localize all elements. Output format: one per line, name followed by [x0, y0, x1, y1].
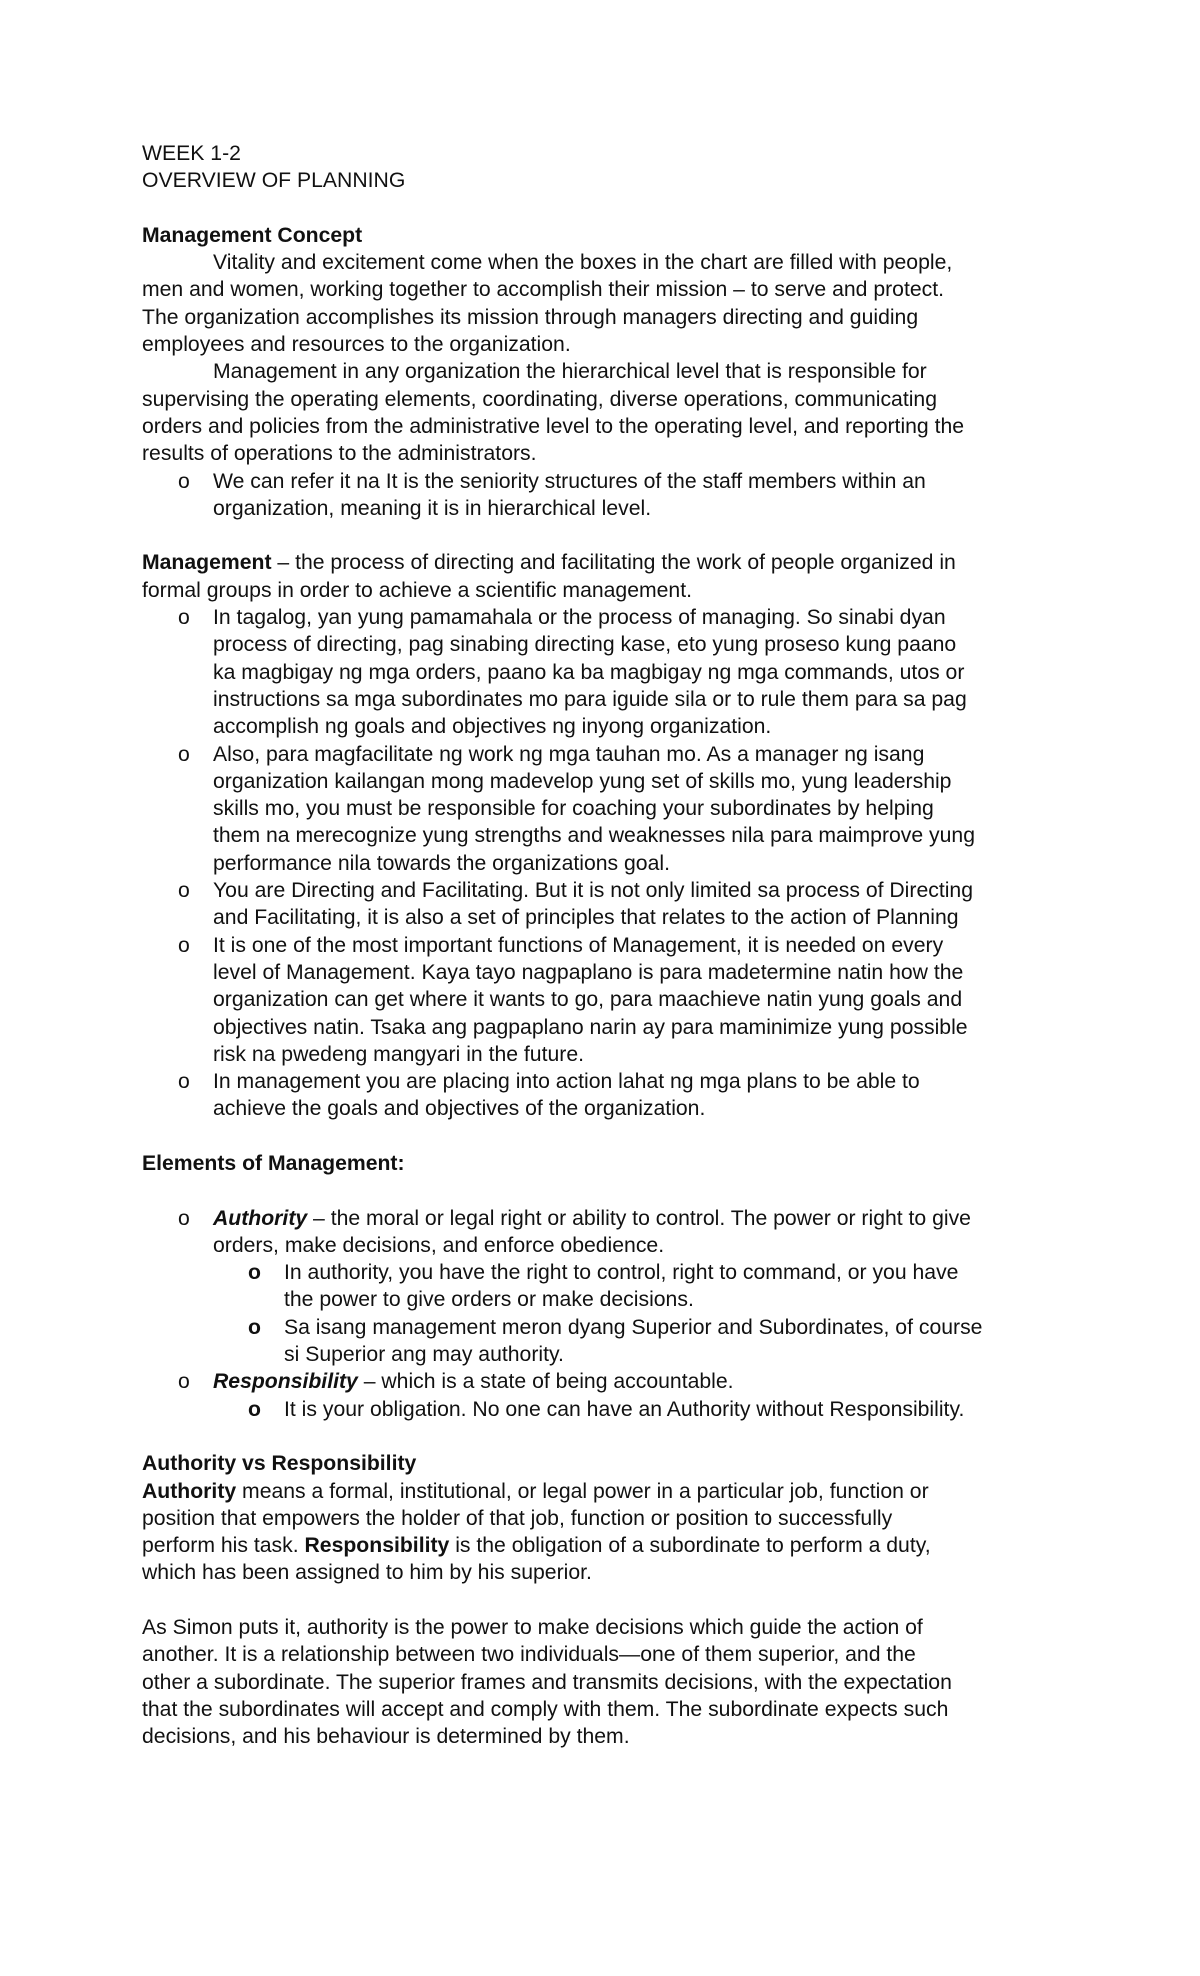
bullet-marker: o	[178, 606, 190, 630]
management-concept-paragraph-2	[142, 358, 1072, 467]
paragraph-text: means a formal, institutional, or legal power in a particular job, function or	[236, 1479, 929, 1503]
sub-bullet-marker: o	[248, 1397, 261, 1421]
paragraph-line: which has been assigned to him by his superior.	[142, 1561, 592, 1585]
sub-list-item	[142, 1396, 1072, 1423]
paragraph-line: decisions, and his behaviour is determined by them.	[142, 1725, 630, 1749]
list-item-line: organization can get where it wants to go, para maachieve natin yung goals and	[213, 988, 963, 1012]
list-item-line: In management you are placing into action lahat ng mga plans to be able to	[213, 1070, 920, 1094]
simon-paragraph	[142, 1614, 1072, 1750]
paragraph-line: Management in any organization the hierarchical level that is responsible for	[213, 360, 927, 384]
list-item-line: accomplish ng goals and objectives ng inyong organization.	[213, 715, 772, 739]
management-concept-paragraph-1	[142, 249, 1072, 358]
list-item-line: instructions sa mga subordinates mo para iguide sila or to rule them para sa pag	[213, 687, 967, 711]
sub-bullet-marker: o	[248, 1261, 261, 1285]
document-title: OVERVIEW OF PLANNING	[142, 169, 406, 193]
paragraph-line: supervising the operating elements, coordinating, diverse operations, communicating	[142, 387, 937, 411]
paragraph-text: perform his task.	[142, 1534, 305, 1558]
list-item-authority	[142, 1205, 1072, 1260]
list-item-line: si Superior ang may authority.	[284, 1343, 564, 1367]
list-item	[142, 1068, 1072, 1123]
responsibility-term: Responsibility	[304, 1534, 450, 1558]
list-item-line: risk na pwedeng mangyari in the future.	[213, 1042, 584, 1066]
list-item-line: In authority, you have the right to control, right to command, or you have	[284, 1261, 959, 1285]
list-item-line: level of Management. Kaya tayo nagpaplano is para madetermine natin how the	[213, 960, 964, 984]
management-definition-cont: formal groups in order to achieve a scientific management.	[142, 578, 692, 602]
list-item-line: organization kailangan mong madevelop yung set of skills mo, yung leadership	[213, 769, 952, 793]
paragraph-line: As Simon puts it, authority is the power to make decisions which guide the action of	[142, 1616, 923, 1640]
authority-term: Authority	[142, 1479, 237, 1503]
list-item-line: In tagalog, yan yung pamamahala or the process of managing. So sinabi dyan	[213, 606, 946, 630]
list-item	[142, 741, 1072, 877]
responsibility-term: Responsibility	[213, 1370, 358, 1394]
bullet-marker: o	[178, 879, 190, 903]
paragraph-line: men and women, working together to accomplish their mission – to serve and protect.	[142, 278, 944, 302]
authority-vs-responsibility-heading: Authority vs Responsibility	[142, 1452, 417, 1476]
list-item-line: them na merecognize yung strengths and weaknesses nila para maimprove yung	[213, 824, 975, 848]
authority-term: Authority	[213, 1206, 308, 1230]
list-item-line: skills mo, you must be responsible for coaching your subordinates by helping	[213, 797, 934, 821]
paragraph-line: other a subordinate. The superior frames and transmits decisions, with the expectation	[142, 1670, 952, 1694]
list-item-responsibility	[142, 1368, 1072, 1395]
sub-list-item	[142, 1259, 1072, 1314]
paragraph-line: results of operations to the administrators.	[142, 442, 537, 466]
paragraph-line: position that empowers the holder of that job, function or position to successfully	[142, 1506, 893, 1530]
list-item-line: the power to give orders or make decisions.	[284, 1288, 694, 1312]
list-item-line: achieve the goals and objectives of the organization.	[213, 1097, 706, 1121]
management-term: Management	[142, 551, 272, 575]
list-item-line: and Facilitating, it is also a set of principles that relates to the action of Planning	[213, 906, 959, 930]
sub-bullet-marker: o	[248, 1315, 261, 1339]
list-item-line: You are Directing and Facilitating. But it is not only limited sa process of Directing	[213, 879, 973, 903]
list-item-line: ka magbigay ng mga orders, paano ka ba magbigay ng mga commands, utos or	[213, 660, 965, 684]
bullet-marker: o	[178, 469, 190, 493]
list-item	[142, 932, 1072, 1068]
bullet-marker: o	[178, 1206, 190, 1230]
management-definition	[142, 549, 1072, 576]
list-item-line: Sa isang management meron dyang Superior and Subordinates, of course	[284, 1315, 983, 1339]
list-item	[142, 468, 1072, 523]
bullet-marker: o	[178, 933, 190, 957]
list-item-line: orders, make decisions, and enforce obedience.	[213, 1233, 665, 1257]
paragraph-line: orders and policies from the administrative level to the operating level, and reporting the	[142, 414, 965, 438]
bullet-marker: o	[178, 1370, 190, 1394]
list-item-line: It is one of the most important functions of Management, it is needed on every	[213, 933, 944, 957]
list-item-line: We can refer it na It is the seniority structures of the staff members within an	[213, 469, 926, 493]
document-page	[142, 140, 1072, 1751]
paragraph-line: Vitality and excitement come when the boxes in the chart are filled with people,	[213, 251, 953, 275]
bullet-marker: o	[178, 1070, 190, 1094]
list-item-line: It is your obligation. No one can have an Authority without Responsibility.	[284, 1397, 965, 1421]
list-item	[142, 604, 1072, 740]
sub-list-item	[142, 1314, 1072, 1369]
paragraph-line: The organization accomplishes its mission through managers directing and guiding	[142, 305, 919, 329]
authority-definition: – the moral or legal right or ability to control. The power or right to give	[307, 1206, 971, 1230]
list-item-line: process of directing, pag sinabing directing kase, eto yung proseso kung paano	[213, 633, 957, 657]
responsibility-definition: – which is a state of being accountable.	[357, 1370, 734, 1394]
list-item-line: performance nila towards the organizations goal.	[213, 851, 670, 875]
paragraph-text: is the obligation of a subordinate to perform a duty,	[449, 1534, 931, 1558]
bullet-marker: o	[178, 742, 190, 766]
list-item	[142, 877, 1072, 932]
list-item-line: objectives natin. Tsaka ang pagpaplano narin ay para maminimize yung possible	[213, 1015, 968, 1039]
management-concept-heading: Management Concept	[142, 223, 363, 247]
paragraph-line: another. It is a relationship between two individuals—one of them superior, and the	[142, 1643, 916, 1667]
management-definition-text: – the process of directing and facilitating the work of people organized in	[271, 551, 956, 575]
week-label: WEEK 1-2	[142, 142, 241, 165]
paragraph-line: employees and resources to the organization.	[142, 333, 571, 357]
list-item-line: Also, para magfacilitate ng work ng mga tauhan mo. As a manager ng isang	[213, 742, 925, 766]
paragraph-line: that the subordinates will accept and comply with them. The subordinate expects such	[142, 1697, 949, 1721]
list-item-line: organization, meaning it is in hierarchical level.	[213, 496, 652, 520]
elements-heading: Elements of Management:	[142, 1151, 405, 1175]
